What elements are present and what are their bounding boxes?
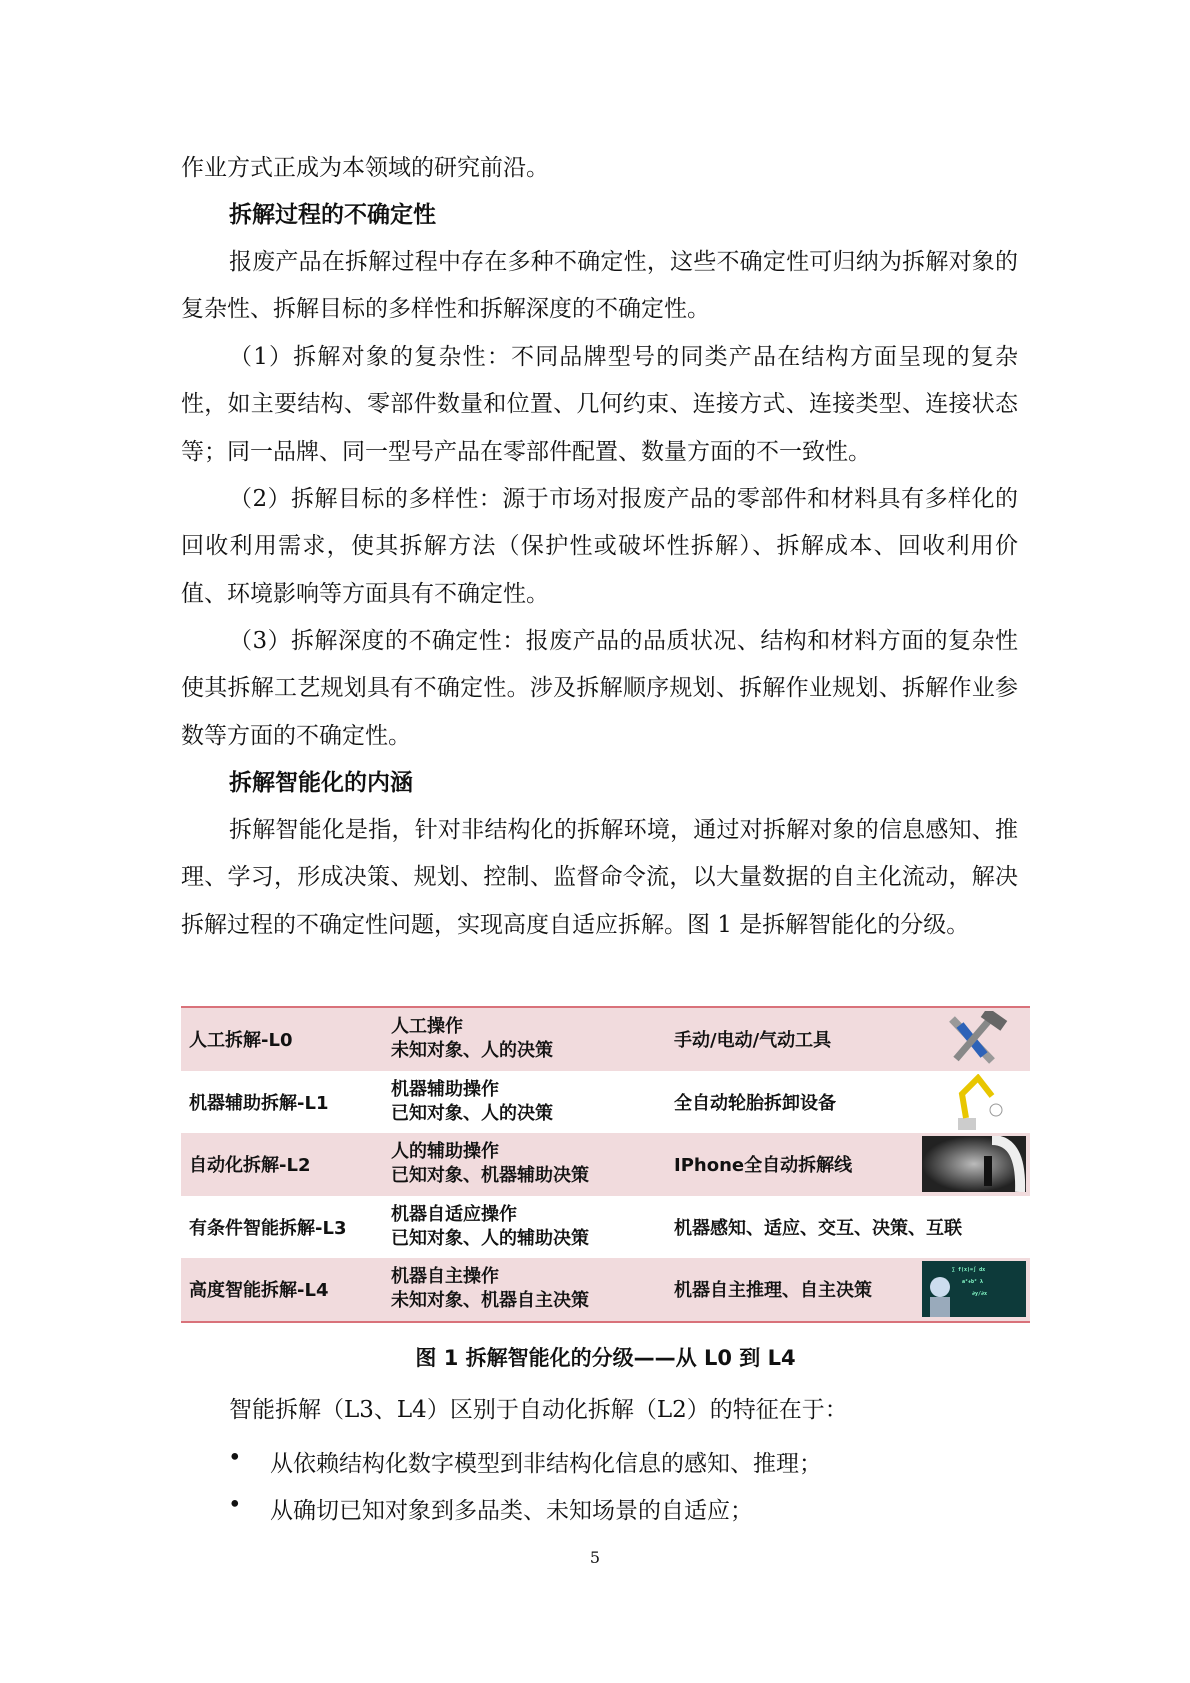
operation-text: 机器自适应操作 — [391, 1203, 517, 1225]
operation-cell — [391, 1140, 674, 1188]
paragraph: 作业方式正成为本领域的研究前沿。 — [181, 155, 549, 181]
page-number: 5 — [589, 1548, 601, 1567]
decision-text: 未知对象、机器自主决策 — [391, 1290, 589, 1312]
level-cell: 机器辅助拆解-L1 — [189, 1092, 329, 1114]
bullet-icon: • — [228, 1492, 242, 1518]
bullet-text: 从确切已知对象到多品类、未知场景的自适应； — [270, 1498, 753, 1524]
paragraph: （2）拆解目标的多样性：源于市场对报废产品的零部件和材料具有多样化的回收利用需求，使其拆解方法（保护性或破坏性拆解）、拆解成本、回收利用价值、环境影响等方面具有不确定性。 — [181, 486, 1018, 607]
example-cell: 机器感知、适应、交互、决策、互联 — [674, 1217, 962, 1239]
operation-text: 机器自主操作 — [391, 1266, 499, 1288]
section-heading: 拆解过程的不确定性 — [229, 202, 436, 228]
table-row — [181, 1196, 1030, 1259]
example-cell: 全自动轮胎拆卸设备 — [674, 1092, 836, 1114]
operation-cell — [391, 1203, 674, 1251]
operation-text: 人工操作 — [391, 1016, 463, 1038]
paragraph: 拆解智能化是指，针对非结构化的拆解环境，通过对拆解对象的信息感知、推理、学习，形成决策、规划、控制、监督命令流，以大量数据的自主化流动，解决拆解过程的不确定性问题，实现高度自适应拆解。图 1 是拆解智能化的分级。 — [181, 817, 1018, 938]
section-heading: 拆解智能化的内涵 — [229, 770, 413, 796]
paragraph: 报废产品在拆解过程中存在多种不确定性，这些不确定性可归纳为拆解对象的复杂性、拆解目标的多样性和拆解深度的不确定性。 — [181, 249, 1018, 323]
robot-arm-icon — [918, 1073, 1030, 1131]
level-cell: 高度智能拆解-L4 — [189, 1280, 329, 1302]
levels-table — [181, 1006, 1030, 1323]
example-cell: 手动/电动/气动工具 — [674, 1030, 832, 1052]
table-row — [181, 1008, 1030, 1071]
operation-cell — [391, 1265, 674, 1313]
disassembly-line-photo — [918, 1135, 1030, 1193]
table-row — [181, 1258, 1030, 1321]
decision-text: 已知对象、人的辅助决策 — [391, 1227, 589, 1249]
table-row — [181, 1133, 1030, 1196]
example-cell: 机器自主推理、自主决策 — [674, 1280, 872, 1302]
svg-text:∂y/∂x: ∂y/∂x — [972, 1291, 988, 1298]
operation-cell — [391, 1078, 674, 1126]
level-cell: 自动化拆解-L2 — [189, 1155, 311, 1177]
ai-robot-photo — [918, 1260, 1030, 1318]
bullet-icon: • — [228, 1445, 242, 1471]
paragraph: （1）拆解对象的复杂性：不同品牌型号的同类产品在结构方面呈现的复杂性，如主要结构、零部件数量和位置、几何约束、连接方式、连接类型、连接状态等；同一品牌、同一型号产品在零部件配置、数量方面的不一致性。 — [181, 344, 1018, 465]
operation-cell — [391, 1015, 674, 1063]
paragraph: （3）拆解深度的不确定性：报废产品的品质状况、结构和材料方面的复杂性使其拆解工艺规划具有不确定性。涉及拆解顺序规划、拆解作业规划、拆解作业参数等方面的不确定性。 — [181, 628, 1018, 749]
example-cell: IPhone全自动拆解线 — [674, 1155, 853, 1177]
figure-caption: 图 1 拆解智能化的分级——从 L0 到 L4 — [415, 1346, 796, 1370]
bullet-text: 从依赖结构化数字模型到非结构化信息的感知、推理； — [270, 1451, 822, 1477]
decision-text: 已知对象、人的决策 — [391, 1102, 553, 1124]
tools-icon — [918, 1010, 1030, 1068]
svg-text:a²+b² λ: a²+b² λ — [962, 1279, 984, 1286]
decision-text: 已知对象、机器辅助决策 — [391, 1165, 589, 1187]
level-cell: 有条件智能拆解-L3 — [189, 1217, 347, 1239]
decision-text: 未知对象、人的决策 — [391, 1040, 553, 1062]
paragraph: 智能拆解（L3、L4）区别于自动化拆解（L2）的特征在于： — [229, 1397, 848, 1423]
table-row — [181, 1071, 1030, 1134]
operation-text: 人的辅助操作 — [391, 1141, 499, 1163]
svg-text:∑ f(x)=∫ dx: ∑ f(x)=∫ dx — [952, 1267, 986, 1274]
operation-text: 机器辅助操作 — [391, 1078, 499, 1100]
level-cell: 人工拆解-L0 — [189, 1030, 293, 1052]
